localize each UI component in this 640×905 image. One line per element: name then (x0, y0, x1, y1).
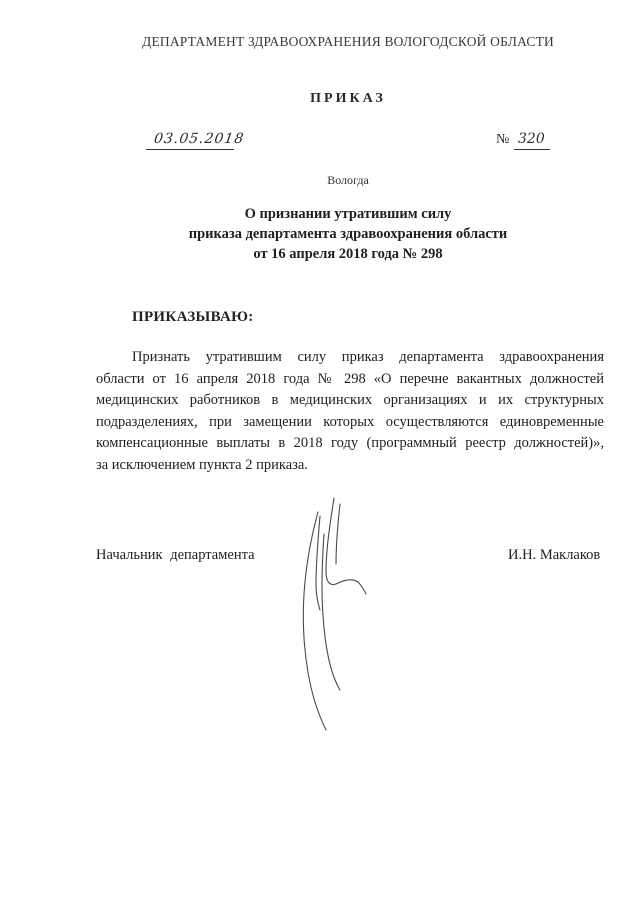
number-field (514, 131, 550, 150)
signer-name: И.Н. Маклаков (508, 547, 601, 563)
body-line: подразделениях, при замещении которых осуществляются единовременные (96, 413, 604, 430)
number-sign: № (496, 132, 510, 147)
number-value: 320 (518, 131, 545, 147)
document-title (0, 204, 640, 264)
document-number (496, 131, 556, 149)
body-line: области от 16 апреля 2018 года № 298 «О перечне вакантных должностей (96, 370, 604, 387)
document-type: ПРИКАЗ (310, 91, 386, 106)
title-line: приказа департамента здравоохранения области (188, 226, 508, 242)
body-line: компенсационные выплаты в 2018 году (программный реестр должностей)», (96, 435, 604, 451)
date-field (146, 131, 246, 150)
department-header: ДЕПАРТАМЕНТ ЗДРАВООХРАНЕНИЯ ВОЛОГОДСКОЙ ОБЛАСТИ (142, 34, 554, 49)
city: Вологда (327, 173, 369, 187)
title-line: О признании утратившим силу (244, 206, 452, 222)
body-line: медицинских работников в медицинских организациях и их структурных (96, 392, 604, 408)
signer-position: Начальник департамента (96, 547, 255, 563)
date-value: 03.05.2018 (152, 131, 246, 147)
body-line: за исключением пункта 2 приказа. (96, 456, 308, 473)
handwritten-signature (296, 494, 386, 734)
title-line: от 16 апреля 2018 года № 298 (253, 246, 443, 262)
body-line: Признать утратившим силу приказ департамента здравоохранения (132, 349, 604, 365)
order-body (96, 347, 604, 476)
order-word: ПРИКАЗЫВАЮ: (132, 309, 254, 325)
